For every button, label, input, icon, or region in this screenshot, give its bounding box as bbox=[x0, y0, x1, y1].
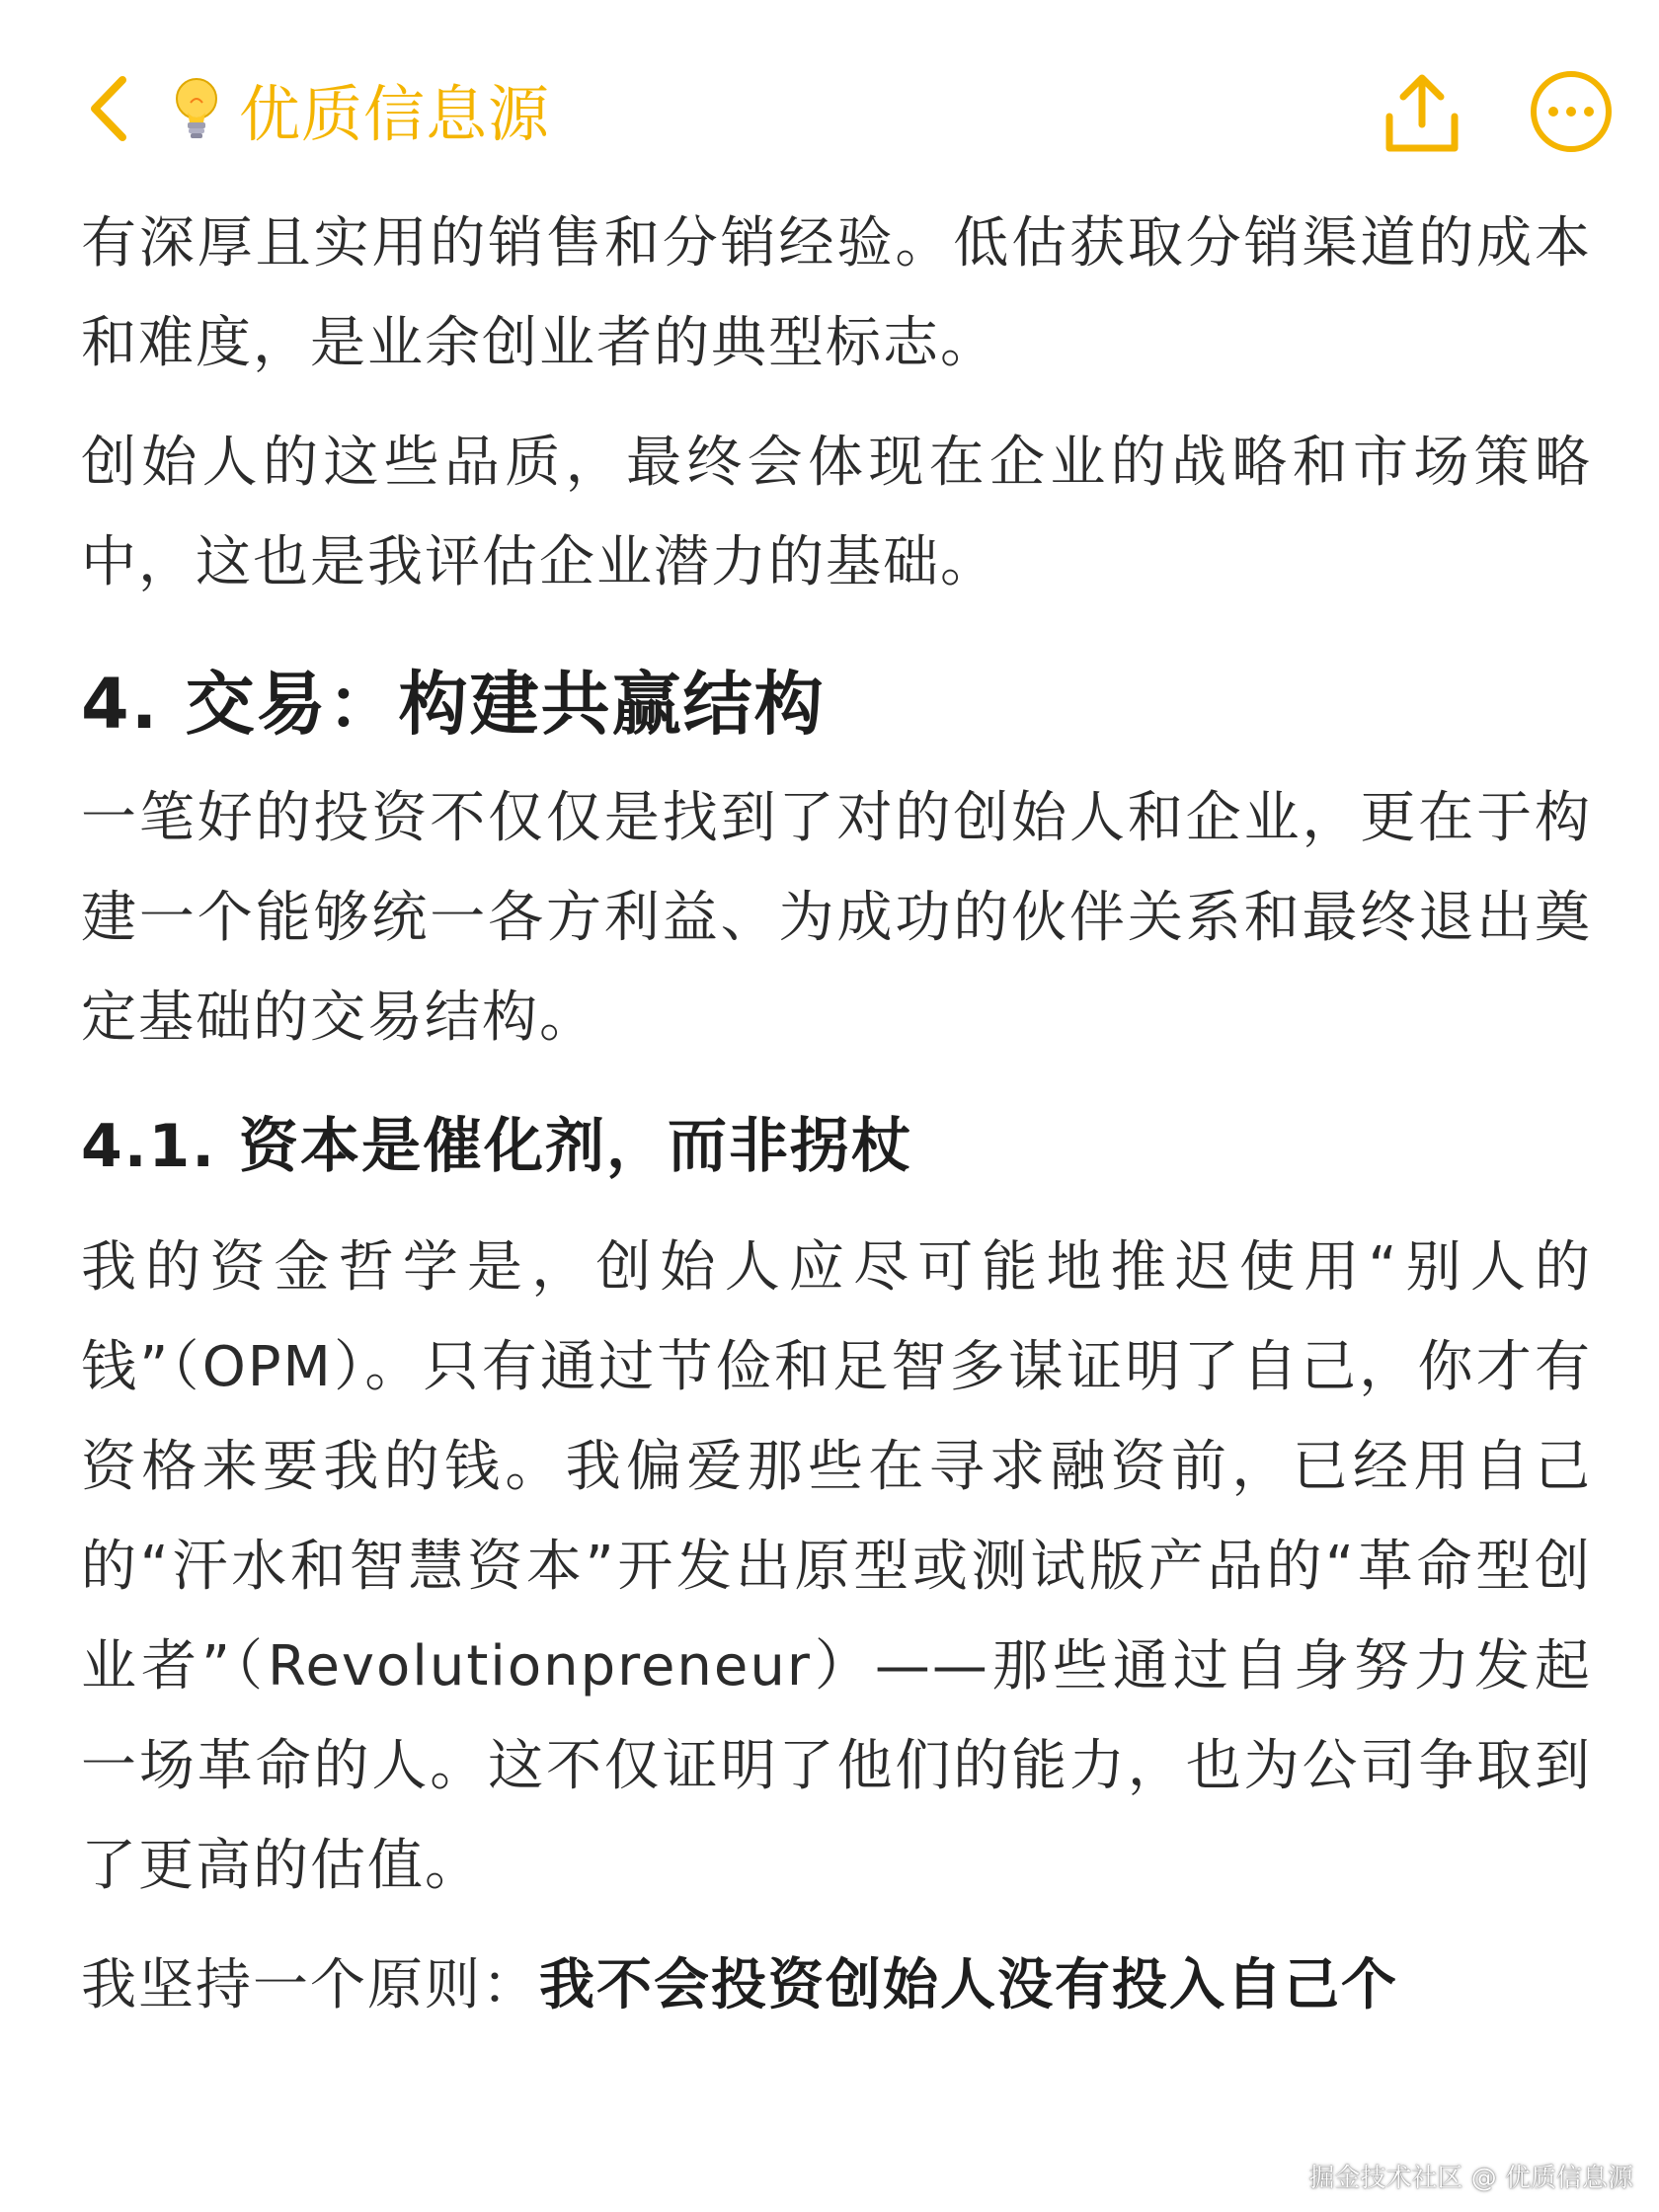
share-button[interactable] bbox=[1378, 69, 1466, 158]
more-options-button[interactable] bbox=[1529, 69, 1614, 154]
paragraph-3: 一笔好的投资不仅仅是找到了对的创始人和企业，更在于构建一个能够统一各方利益、为成功的伙伴关系和最终退出奠定基础的交易结构。 bbox=[81, 786, 1592, 1050]
top-bar bbox=[0, 0, 1659, 198]
watermark: 掘金技术社区 @ 优质信息源 bbox=[1308, 2164, 1633, 2193]
article-content bbox=[81, 194, 1592, 2035]
paragraph-2: 创始人的这些品质，最终会体现在企业的战略和市场策略中，这也是我评估企业潜力的基础。 bbox=[81, 431, 1592, 594]
lightbulb-icon bbox=[168, 73, 225, 144]
paragraph-5-normal-text: 我坚持一个原则： bbox=[81, 1953, 539, 2017]
section-heading-4-1: 4.1. 资本是催化剂，而非拐杖 bbox=[81, 1112, 912, 1181]
header-title-group bbox=[168, 69, 550, 148]
more-dots-icon bbox=[1529, 69, 1614, 154]
paragraph-5-bold-text: 我不会投资创始人没有投入自己个 bbox=[539, 1953, 1398, 2017]
paragraph-4: 我的资金哲学是，创始人应尽可能地推迟使用“别人的钱”（OPM）。只有通过节俭和足智多谋证明了自己，你才有资格来要我的钱。我偏爱那些在寻求融资前，已经用自己的“汗水和智慧资本”开发出原型或测试版产品的“革命型创业者”（Revolutionpreneur）——那些通过自身努力发起一场革命的人。这不仅证明了他们的能力，也为公司争取到了更高的估值。 bbox=[81, 1235, 1592, 1898]
paragraph-1: 有深厚且实用的销售和分销经验。低估获取分销渠道的成本和难度，是业余创业者的典型标志。 bbox=[81, 211, 1592, 375]
paragraph-5 bbox=[81, 1936, 1592, 2035]
section-heading-4: 4. 交易：构建共赢结构 bbox=[81, 664, 826, 745]
back-button[interactable] bbox=[79, 69, 138, 148]
chevron-left-icon bbox=[87, 74, 130, 143]
page-title: 优质信息源 bbox=[239, 77, 551, 150]
share-upload-icon bbox=[1378, 69, 1466, 158]
